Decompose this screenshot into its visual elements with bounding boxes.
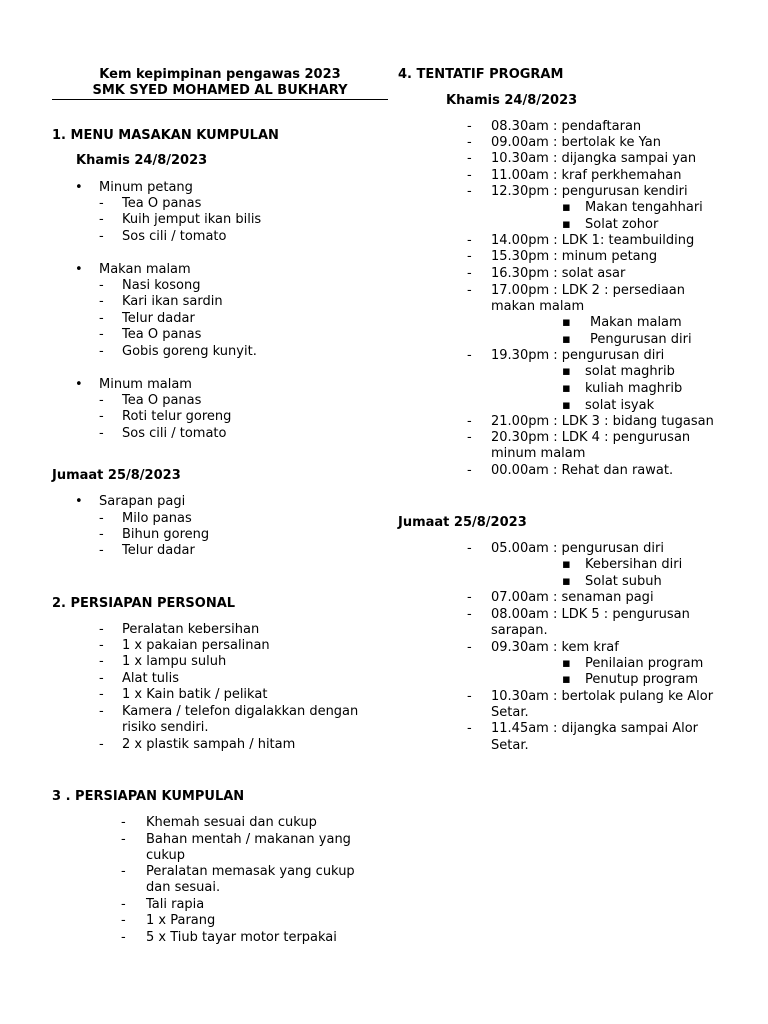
- schedule-entry: 11.00am : kraf perkhemahan: [491, 168, 682, 183]
- dash-marker: -: [467, 414, 472, 429]
- square-bullet-icon: ▪: [562, 574, 571, 589]
- bullet-icon: •: [75, 262, 83, 277]
- header-divider: [52, 99, 388, 100]
- schedule-subitem: Pengurusan diri: [590, 332, 692, 347]
- checklist-item: 1 x pakaian persalinan: [122, 638, 270, 653]
- checklist-item: Bahan mentah / makanan yang: [146, 832, 351, 847]
- schedule-entry-continuation: sarapan.: [491, 623, 548, 638]
- schedule-entry: 09.30am : kem kraf: [491, 640, 619, 655]
- dash-marker: -: [467, 463, 472, 478]
- menu-item: Milo panas: [122, 511, 192, 526]
- dash-marker: -: [99, 344, 104, 359]
- bullet-icon: •: [75, 377, 83, 392]
- schedule-entry: 19.30pm : pengurusan diri: [491, 348, 665, 363]
- menu-item: Kari ikan sardin: [122, 294, 223, 309]
- dash-marker: -: [467, 590, 472, 605]
- section-4-day-2: Jumaat 25/8/2023: [398, 515, 527, 530]
- dash-marker: -: [99, 671, 104, 686]
- schedule-entry: 10.30am : bertolak pulang ke Alor: [491, 689, 714, 704]
- dash-marker: -: [467, 233, 472, 248]
- dash-marker: -: [99, 327, 104, 342]
- menu-item: Gobis goreng kunyit.: [122, 344, 257, 359]
- dash-marker: -: [121, 832, 126, 847]
- bullet-icon: •: [75, 494, 83, 509]
- menu-item: Tea O panas: [122, 393, 202, 408]
- dash-marker: -: [467, 689, 472, 704]
- square-bullet-icon: ▪: [562, 656, 571, 671]
- schedule-entry: 20.30pm : LDK 4 : pengurusan: [491, 430, 691, 445]
- menu-item: Telur dadar: [122, 543, 195, 558]
- checklist-item: Khemah sesuai dan cukup: [146, 815, 317, 830]
- section-1-day-2: Jumaat 25/8/2023: [52, 468, 181, 483]
- menu-item: Nasi kosong: [122, 278, 201, 293]
- school-name: SMK SYED MOHAMED AL BUKHARY: [92, 83, 348, 98]
- checklist-item: 1 x Parang: [146, 913, 216, 928]
- square-bullet-icon: ▪: [562, 364, 571, 379]
- dash-marker: -: [467, 249, 472, 264]
- menu-group-title: Makan malam: [99, 262, 191, 277]
- menu-item: Bihun goreng: [122, 527, 210, 542]
- dash-marker: -: [99, 737, 104, 752]
- schedule-entry-continuation: minum malam: [491, 446, 586, 461]
- dash-marker: -: [99, 704, 104, 719]
- schedule-entry: 09.00am : bertolak ke Yan: [491, 135, 661, 150]
- checklist-item-continuation: cukup: [146, 848, 186, 863]
- schedule-entry: 14.00pm : LDK 1: teambuilding: [491, 233, 695, 248]
- dash-marker: -: [467, 151, 472, 166]
- dash-marker: -: [99, 622, 104, 637]
- schedule-subitem: Makan malam: [590, 315, 682, 330]
- dash-marker: -: [99, 527, 104, 542]
- schedule-entry: 05.00am : pengurusan diri: [491, 541, 664, 556]
- square-bullet-icon: ▪: [562, 672, 571, 687]
- schedule-entry: 21.00pm : LDK 3 : bidang tugasan: [491, 414, 714, 429]
- dash-marker: -: [99, 638, 104, 653]
- dash-marker: -: [99, 511, 104, 526]
- menu-item: Tea O panas: [122, 196, 202, 211]
- schedule-subitem: Solat zohor: [585, 217, 659, 232]
- dash-marker: -: [99, 196, 104, 211]
- menu-group-title: Sarapan pagi: [99, 494, 186, 509]
- dash-marker: -: [121, 897, 126, 912]
- square-bullet-icon: ▪: [562, 557, 571, 572]
- dash-marker: -: [99, 278, 104, 293]
- schedule-entry: 15.30pm : minum petang: [491, 249, 658, 264]
- dash-marker: -: [467, 184, 472, 199]
- schedule-entry: 16.30pm : solat asar: [491, 266, 626, 281]
- square-bullet-icon: ▪: [562, 332, 571, 347]
- dash-marker: -: [467, 607, 472, 622]
- section-1-heading: 1. MENU MASAKAN KUMPULAN: [52, 128, 279, 143]
- checklist-item-continuation: risiko sendiri.: [122, 720, 209, 735]
- dash-marker: -: [99, 409, 104, 424]
- dash-marker: -: [121, 930, 126, 945]
- checklist-item: Tali rapia: [146, 897, 205, 912]
- dash-marker: -: [467, 266, 472, 281]
- schedule-subitem: solat isyak: [585, 398, 655, 413]
- checklist-item: Peralatan memasak yang cukup: [146, 864, 355, 879]
- checklist-item: 5 x Tiub tayar motor terpakai: [146, 930, 337, 945]
- dash-marker: -: [467, 168, 472, 183]
- menu-item: Kuih jemput ikan bilis: [122, 212, 262, 227]
- dash-marker: -: [467, 721, 472, 736]
- menu-item: Telur dadar: [122, 311, 195, 326]
- schedule-entry: 11.45am : dijangka sampai Alor: [491, 721, 698, 736]
- checklist-item: 1 x lampu suluh: [122, 654, 227, 669]
- schedule-entry: 07.00am : senaman pagi: [491, 590, 654, 605]
- checklist-item: 2 x plastik sampah / hitam: [122, 737, 296, 752]
- schedule-entry-continuation: Setar.: [491, 705, 529, 720]
- square-bullet-icon: ▪: [562, 381, 571, 396]
- dash-marker: -: [99, 294, 104, 309]
- dash-marker: -: [99, 426, 104, 441]
- dash-marker: -: [467, 430, 472, 445]
- square-bullet-icon: ▪: [562, 217, 571, 232]
- square-bullet-icon: ▪: [562, 398, 571, 413]
- checklist-item-continuation: dan sesuai.: [146, 880, 221, 895]
- dash-marker: -: [467, 541, 472, 556]
- schedule-entry-continuation: makan malam: [491, 299, 585, 314]
- schedule-subitem: kuliah maghrib: [585, 381, 683, 396]
- checklist-item: Peralatan kebersihan: [122, 622, 260, 637]
- schedule-subitem: solat maghrib: [585, 364, 675, 379]
- menu-item: Roti telur goreng: [122, 409, 232, 424]
- schedule-entry: 00.00am : Rehat dan rawat.: [491, 463, 674, 478]
- schedule-subitem: Makan tengahhari: [585, 200, 703, 215]
- square-bullet-icon: ▪: [562, 200, 571, 215]
- section-3-heading: 3 . PERSIAPAN KUMPULAN: [52, 789, 245, 804]
- checklist-item: Alat tulis: [122, 671, 180, 686]
- dash-marker: -: [467, 135, 472, 150]
- schedule-subitem: Solat subuh: [585, 574, 662, 589]
- section-4-heading: 4. TENTATIF PROGRAM: [398, 67, 564, 82]
- dash-marker: -: [99, 212, 104, 227]
- schedule-entry: 08.00am : LDK 5 : pengurusan: [491, 607, 690, 622]
- menu-group-title: Minum petang: [99, 180, 193, 195]
- dash-marker: -: [121, 864, 126, 879]
- dash-marker: -: [467, 640, 472, 655]
- schedule-entry-continuation: Setar.: [491, 738, 529, 753]
- menu-group-title: Minum malam: [99, 377, 192, 392]
- bullet-icon: •: [75, 180, 83, 195]
- schedule-entry: 17.00pm : LDK 2 : persediaan: [491, 283, 686, 298]
- dash-marker: -: [99, 543, 104, 558]
- dash-marker: -: [467, 283, 472, 298]
- dash-marker: -: [467, 348, 472, 363]
- schedule-entry: 12.30pm : pengurusan kendiri: [491, 184, 688, 199]
- dash-marker: -: [99, 229, 104, 244]
- checklist-item: 1 x Kain batik / pelikat: [122, 687, 268, 702]
- dash-marker: -: [99, 654, 104, 669]
- menu-item: Tea O panas: [122, 327, 202, 342]
- menu-item: Sos cili / tomato: [122, 426, 227, 441]
- menu-item: Sos cili / tomato: [122, 229, 227, 244]
- dash-marker: -: [99, 311, 104, 326]
- dash-marker: -: [121, 815, 126, 830]
- schedule-entry: 08.30am : pendaftaran: [491, 119, 642, 134]
- schedule-subitem: Penilaian program: [585, 656, 704, 671]
- dash-marker: -: [121, 913, 126, 928]
- section-4-day-1: Khamis 24/8/2023: [446, 93, 578, 108]
- square-bullet-icon: ▪: [562, 315, 571, 330]
- section-2-heading: 2. PERSIAPAN PERSONAL: [52, 596, 236, 611]
- dash-marker: -: [99, 687, 104, 702]
- schedule-entry: 10.30am : dijangka sampai yan: [491, 151, 697, 166]
- dash-marker: -: [99, 393, 104, 408]
- schedule-subitem: Penutup program: [585, 672, 699, 687]
- dash-marker: -: [467, 119, 472, 134]
- section-1-day-1: Khamis 24/8/2023: [76, 153, 208, 168]
- checklist-item: Kamera / telefon digalakkan dengan: [122, 704, 359, 719]
- document-title: Kem kepimpinan pengawas 2023: [99, 67, 341, 82]
- schedule-subitem: Kebersihan diri: [585, 557, 683, 572]
